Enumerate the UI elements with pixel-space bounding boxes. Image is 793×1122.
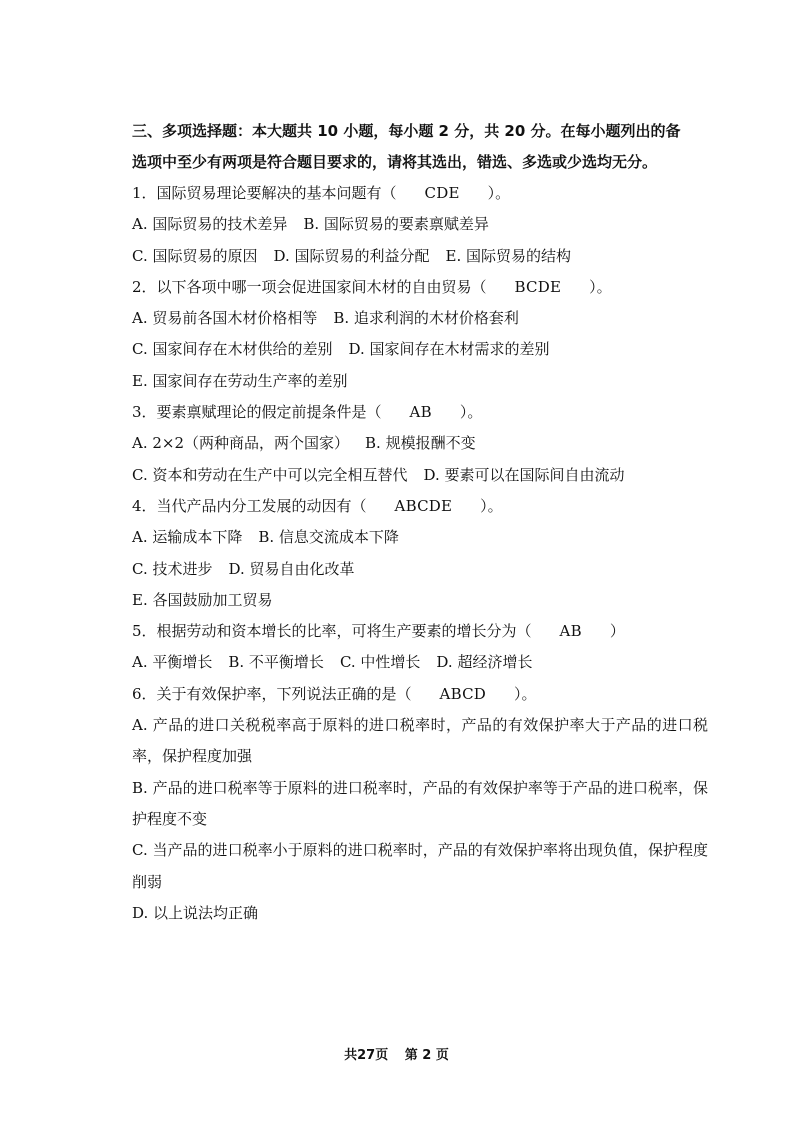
option-text: B. 追求利润的木材价格套利	[333, 309, 519, 328]
section-heading-line2: 选项中至少有两项是符合题目要求的，请将其选出，错选、多选或少选均无分。	[132, 153, 658, 171]
option-text: A. 运输成本下降	[132, 528, 243, 547]
question-stem	[132, 397, 712, 428]
question-4	[132, 491, 712, 616]
document-body	[132, 116, 712, 929]
stem-end: ）。	[487, 184, 511, 202]
current-page: 第 2 页	[404, 1048, 449, 1063]
question-stem	[132, 616, 712, 647]
stem-text: 3．要素禀赋理论的假定前提条件是（	[132, 403, 382, 422]
option-text: C. 中性增长	[339, 653, 421, 672]
stem-end: ）。	[513, 684, 537, 703]
option-line	[132, 366, 712, 397]
option-line	[132, 334, 712, 365]
q6-option-a: A. 产品的进口关税税率高于原料的进口税率时，产品的有效保护率大于产品的进口税率，保护程度加强	[132, 716, 708, 766]
option-text: B. 信息交流成本下降	[258, 528, 399, 547]
option-text: E. 国家间存在劳动生产率的差别	[132, 371, 348, 390]
option-text: A. 贸易前各国木材价格相等	[132, 309, 318, 328]
stem-text: 6．关于有效保护率，下列说法正确的是（	[132, 684, 412, 703]
option-text: C. 国家间存在木材供给的差别	[132, 340, 333, 359]
answer-text: BCDE	[514, 277, 562, 296]
option-text: D. 超经济增长	[436, 653, 533, 672]
question-stem	[132, 272, 712, 303]
option-text: E. 各国鼓励加工贸易	[132, 590, 273, 609]
stem-end: ）	[609, 622, 625, 641]
answer-text: ABCDE	[394, 496, 453, 515]
option-text: B. 不平衡增长	[228, 653, 324, 672]
stem-text: 4．当代产品内分工发展的动因有（	[132, 496, 367, 515]
option-text: D. 要素可以在国际间自由流动	[423, 465, 625, 484]
stem-text: 1．国际贸易理论要解决的基本问题有（	[132, 184, 397, 202]
option-text: A. 平衡增长	[132, 653, 213, 672]
answer-text: ABCD	[439, 684, 486, 703]
option-line	[132, 585, 712, 616]
question-2	[132, 272, 712, 397]
stem-text: 5．根据劳动和资本增长的比率，可将生产要素的增长分为（	[132, 622, 532, 641]
q6-option-b: B. 产品的进口税率等于原料的进口税率时，产品的有效保护率等于产品的进口税率，保护程度不变	[132, 778, 708, 828]
stem-text: 2．以下各项中哪一项会促进国家间木材的自由贸易（	[132, 277, 487, 296]
answer-text: AB	[559, 622, 582, 641]
option-line	[132, 303, 712, 334]
question-6	[132, 679, 712, 929]
stem-end: ）。	[480, 496, 503, 515]
option-text: C. 国际贸易的原因	[132, 246, 258, 265]
option-text: E. 国际贸易的结构	[445, 246, 572, 265]
option-line	[132, 428, 712, 459]
option-text: D. 贸易自由化改革	[228, 559, 355, 578]
question-list	[132, 178, 712, 679]
option-line	[132, 209, 712, 240]
option-line	[132, 647, 712, 678]
question-1	[132, 178, 712, 272]
option-text: C. 技术进步	[132, 559, 213, 578]
total-pages: 共27页	[344, 1048, 389, 1063]
option-text: A. 2×2（两种商品，两个国家）	[132, 434, 350, 453]
q6-option-c: C. 当产品的进口税率小于原料的进口税率时，产品的有效保护率将出现负值，保护程度削弱	[132, 841, 708, 891]
option-line	[132, 241, 712, 272]
option-text: C. 资本和劳动在生产中可以完全相互替代	[132, 465, 408, 484]
option-line	[132, 460, 712, 491]
option-line	[132, 554, 712, 585]
question-stem	[132, 491, 712, 522]
option-line	[132, 522, 712, 553]
answer-text: AB	[409, 403, 432, 422]
page-footer	[0, 1044, 793, 1063]
option-text: B. 国际贸易的要素禀赋差异	[303, 215, 489, 234]
question-3	[132, 397, 712, 491]
question-stem	[132, 178, 712, 209]
question-stem	[132, 679, 712, 710]
option-text: A. 国际贸易的技术差异	[132, 215, 288, 234]
option-text: D. 国家间存在木材需求的差别	[348, 340, 550, 359]
option-text: D. 国际贸易的利益分配	[273, 246, 430, 265]
section-heading-line1: 三、多项选择题：本大题共 10 小题，每小题 2 分，共 20 分。在每小题列出的备	[132, 122, 681, 140]
question-5	[132, 616, 712, 679]
answer-text: CDE	[424, 184, 460, 202]
q6-option-d: D. 以上说法均正确	[132, 903, 259, 922]
stem-end: ）。	[459, 403, 483, 422]
option-text: B. 规模报酬不变	[365, 434, 476, 453]
stem-end: ）。	[589, 277, 612, 296]
